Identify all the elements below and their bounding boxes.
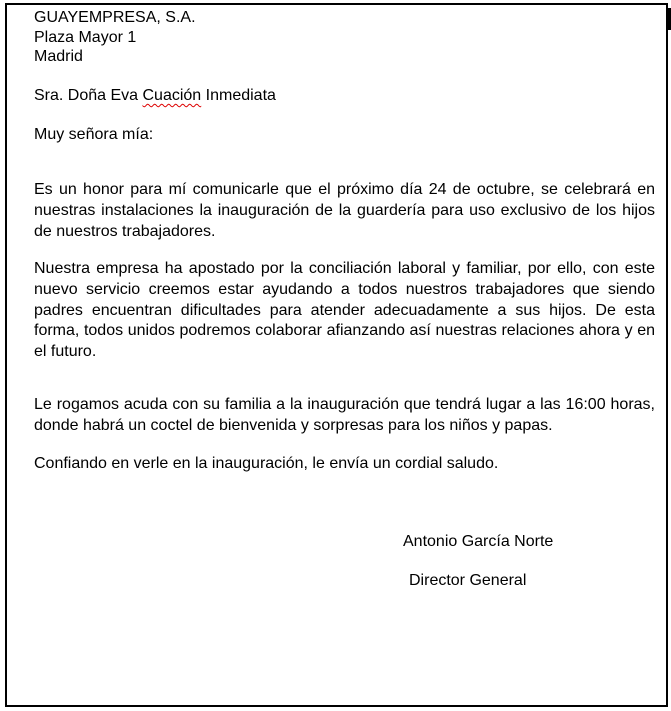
sender-city: Madrid: [34, 48, 83, 65]
paragraph-2: Nuestra empresa ha apostado por la conciliación laboral y familiar, por ello, con este nuevo servicio creemos estar ayudando a todos nuestros trabajadores que siendo padres encuentran dificultades para atender adecuadamente a sus hijos. De esta forma, todos unidos podremos colaborar afianzando así nuestras relaciones ahora y en el futuro.: [34, 260, 655, 361]
signature-title: Director General: [409, 572, 527, 589]
recipient: [34, 86, 276, 106]
sender-street: Plaza Mayor 1: [34, 29, 137, 46]
closing: Confiando en verle en la inauguración, le envía un cordial saludo.: [34, 455, 499, 472]
sender-company: GUAYEMPRESA, S.A.: [34, 9, 196, 26]
recipient-suffix: Inmediata: [201, 87, 276, 104]
paragraph-1: Es un honor para mí comunicarle que el próximo día 24 de octubre, se celebrará en nuestras instalaciones la inauguración de la guardería para uso exclusivo de los hijos de nuestros trabajadores.: [34, 181, 655, 240]
spellcheck-word[interactable]: Cuación: [142, 87, 202, 104]
signature-name: Antonio García Norte: [403, 533, 554, 550]
paragraph-3: Le rogamos acuda con su familia a la inauguración que tendrá lugar a las 16:00 horas, donde habrá un coctel de bienvenida y sorpresas para los niños y papas.: [34, 396, 655, 434]
salutation: Muy señora mía:: [34, 126, 154, 143]
recipient-prefix: Sra. Doña Eva: [34, 87, 143, 104]
